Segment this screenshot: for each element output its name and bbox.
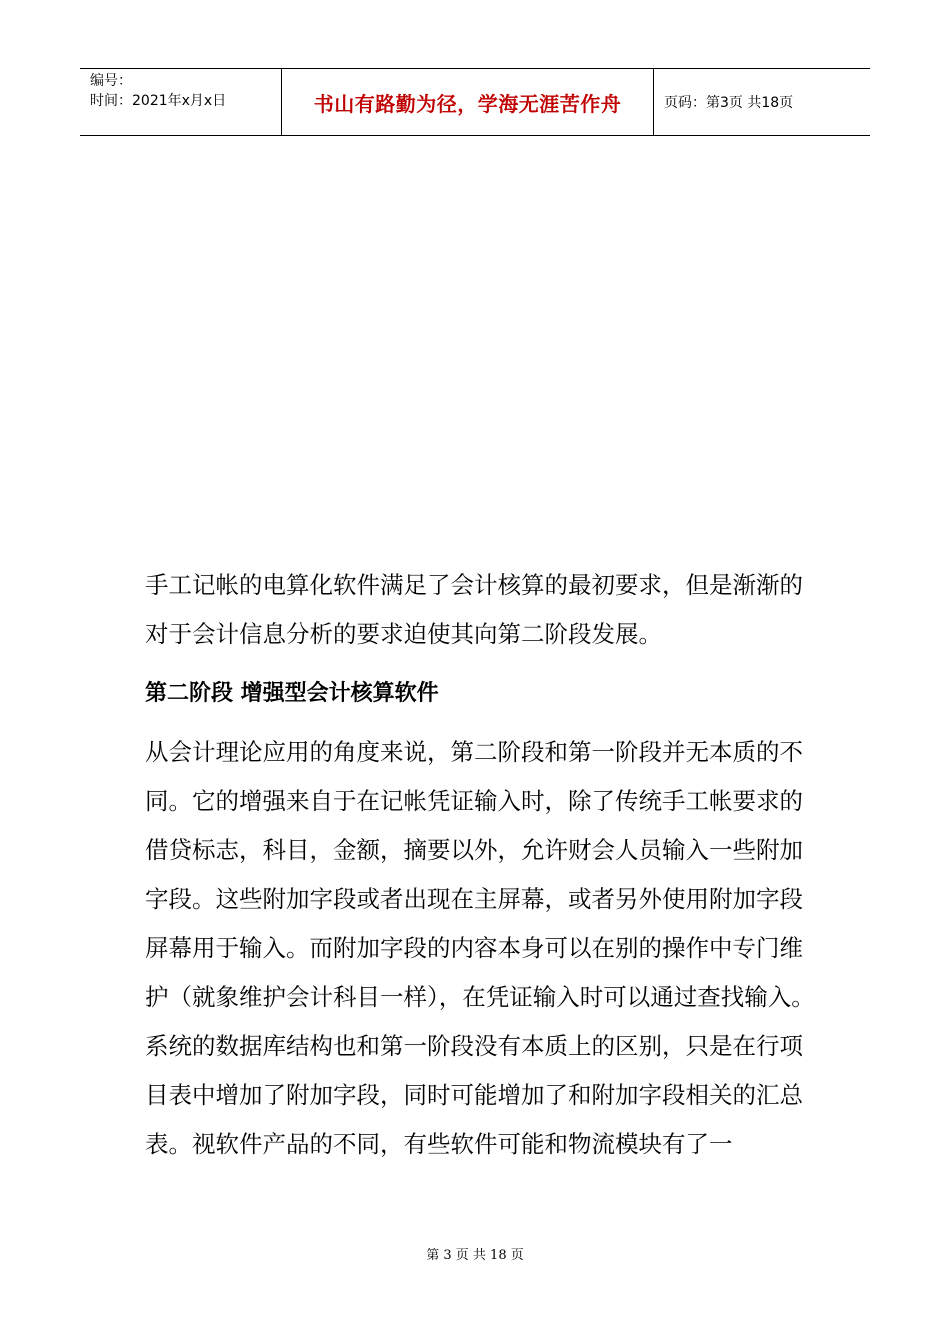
date-label: 时间：2021年x月x日 [90,93,227,109]
section-heading: 第二阶段 增强型会计核算软件 [145,681,439,706]
header-page-info: 页码：第3页 共18页 [664,95,794,111]
header-left-cell [80,69,281,135]
body-paragraph-1: 手工记帐的电算化软件满足了会计核算的最初要求，但是渐渐的对于会计信息分析的要求迫使其向第二阶段发展。 [145,571,803,648]
document-body [145,561,815,1169]
header-motto: 书山有路勤为径，学海无涯苦作舟 [281,69,654,135]
body-paragraph-2: 从会计理论应用的角度来说，第二阶段和第一阶段并无本质的不同。它的增强来自于在记帐凭证输入时，除了传统手工帐要求的借贷标志，科目，金额，摘要以外，允许财会人员输入一些附加字段。这些附加字段或者出现在主屏幕，或者另外使用附加字段屏幕用于输入。而附加字段的内容本身可以在别的操作中专门维护（就象维护会计科目一样），在凭证输入时可以通过查找输入。系统的数据库结构也和第一阶段没有本质上的区别，只是在行项目表中增加了附加字段，同时可能增加了和附加字段相关的汇总表。视软件产品的不同，有些软件可能和物流模块有了一 [145,738,815,1158]
header-table [80,68,870,136]
page-footer: 第 3 页 共 18 页 [426,1248,524,1263]
number-label: 编号： [90,73,132,89]
